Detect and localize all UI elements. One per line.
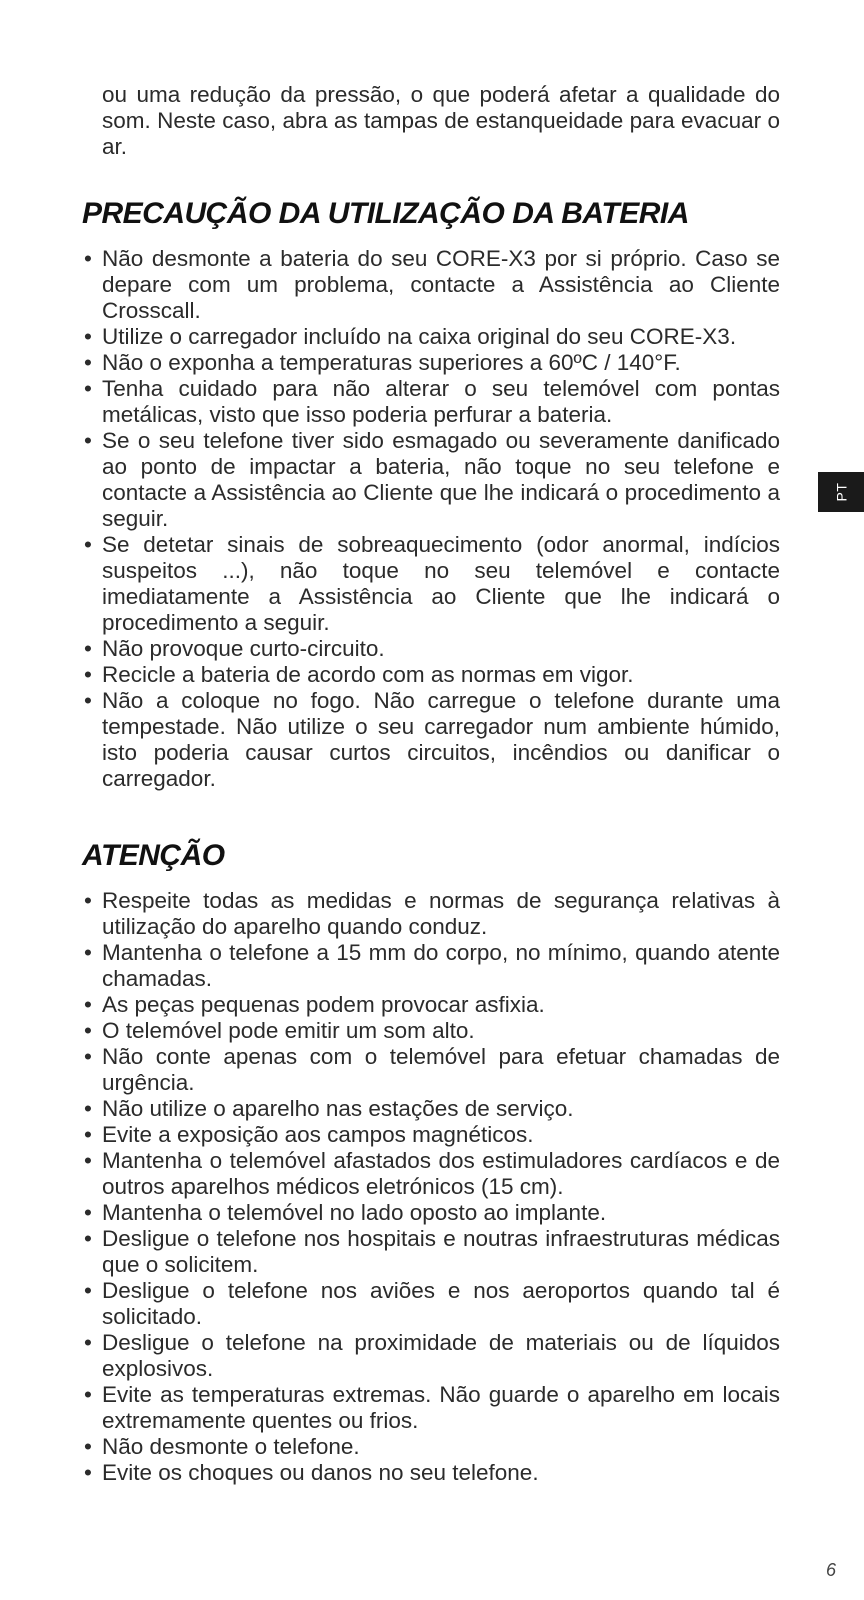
battery-precautions-list [82,246,780,792]
list-item: • Se o seu telefone tiver sido esmagado ou severamente danificado ao ponto de impactar a bateria, não toque no seu telefone e contacte a Assistência ao Cliente que lhe indicará o procedimento a seguir. [82,428,780,532]
page-number: 6 [825,1560,836,1580]
list-item: • As peças pequenas podem provocar asfixia. [82,992,780,1018]
list-item: • Tenha cuidado para não alterar o seu telemóvel com pontas metálicas, visto que isso poderia perfurar a bateria. [82,376,780,428]
attention-list [82,888,780,1486]
list-item: • Utilize o carregador incluído na caixa original do seu CORE-X3. [82,324,780,350]
list-item: • Evite as temperaturas extremas. Não guarde o aparelho em locais extremamente quentes ou frios. [82,1382,780,1434]
list-item: • Evite os choques ou danos no seu telefone. [82,1460,780,1486]
list-item: • Evite a exposição aos campos magnéticos. [82,1122,780,1148]
language-tab-label: PT [832,482,849,502]
section-title-attention: ATENÇÃO [82,839,225,872]
list-item: • Se detetar sinais de sobreaquecimento (odor anormal, indícios suspeitos ...), não toque no seu telemóvel e contacte imediatamente a Assistência ao Cliente que lhe indicará o procedimento a seguir. [82,532,780,636]
list-item: • Não desmonte o telefone. [82,1434,780,1460]
list-item: • Não provoque curto-circuito. [82,636,780,662]
list-item: • Não utilize o aparelho nas estações de serviço. [82,1096,780,1122]
list-item: • Mantenha o telefone a 15 mm do corpo, no mínimo, quando atente chamadas. [82,940,780,992]
list-item: • Respeite todas as medidas e normas de segurança relativas à utilização do aparelho quando conduz. [82,888,780,940]
list-item: • Mantenha o telemóvel no lado oposto ao implante. [82,1200,780,1226]
list-item: • Desligue o telefone nos aviões e nos aeroportos quando tal é solicitado. [82,1278,780,1330]
intro-paragraph: ou uma redução da pressão, o que poderá afetar a qualidade do som. Neste caso, abra as tampas de estanqueidade para evacuar o ar. [102,82,780,159]
list-item: • Desligue o telefone nos hospitais e noutras infraestruturas médicas que o solicitem. [82,1226,780,1278]
list-item: • O telemóvel pode emitir um som alto. [82,1018,780,1044]
section-title-battery: PRECAUÇÃO DA UTILIZAÇÃO DA BATERIA [82,197,689,230]
list-item: • Não a coloque no fogo. Não carregue o telefone durante uma tempestade. Não utilize o seu carregador num ambiente húmido, isto poderia causar curtos circuitos, incêndios ou danificar o carregador. [82,688,780,792]
list-item: • Desligue o telefone na proximidade de materiais ou de líquidos explosivos. [82,1330,780,1382]
list-item: • Mantenha o telemóvel afastados dos estimuladores cardíacos e de outros aparelhos médicos eletrónicos (15 cm). [82,1148,780,1200]
list-item: • Não desmonte a bateria do seu CORE-X3 por si próprio. Caso se depare com um problema, contacte a Assistência ao Cliente Crosscall. [82,246,780,324]
list-item: • Não conte apenas com o telemóvel para efetuar chamadas de urgência. [82,1044,780,1096]
list-item: • Recicle a bateria de acordo com as normas em vigor. [82,662,780,688]
document-content [82,82,780,1486]
list-item: • Não o exponha a temperaturas superiores a 60ºC / 140°F. [82,350,780,376]
language-tab [818,472,864,512]
